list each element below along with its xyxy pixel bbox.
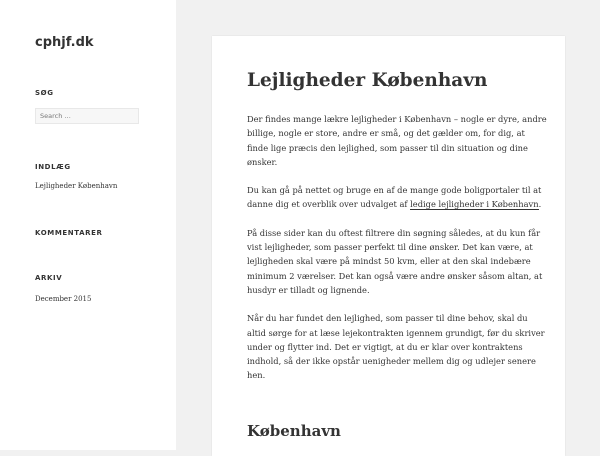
archive-widget-title: ARKIV [35, 274, 63, 282]
ledige-lejligheder-link[interactable]: ledige lejligheder i København [410, 199, 539, 210]
posts-widget-title: INDLÆG [35, 163, 71, 171]
search-input[interactable] [35, 108, 139, 124]
paragraph: På disse sider kan du oftest filtrere din søgning således, at du kun får vist lejligheder, som passer perfekt til dine ønsker. Det kan være, at lejligheden skal være på mindst 50 kvm, eller at den skal indebære minimum 2 værelser. Det kan også være andre ønsker såsom altan, at husdyr er tilladt og lignende. [247, 227, 543, 295]
search-widget-title: SØG [35, 89, 54, 97]
comments-widget-title: KOMMENTARER [35, 229, 103, 237]
article-title: Lejligheder København [247, 70, 488, 91]
paragraph-text: . [538, 199, 542, 210]
article-card [212, 36, 565, 456]
paragraph: Når du har fundet den lejlighed, som passer til dine behov, skal du altid sørge for at læse lejekontrakten igennem grundigt, før du skriver under og flytter ind. Det er vigtigt, at du er klar over kontraktens indhold, så der ikke opstår uenigheder mellem dig og udlejer senere hen. [247, 313, 545, 381]
site-title-link[interactable]: cphjf.dk [35, 35, 94, 50]
paragraph-text: Du kan gå på nettet og bruge en af de mange gode boligportaler til at danne dig et overblik over udvalget af [247, 185, 542, 210]
post-link[interactable]: Lejligheder København [35, 182, 118, 190]
paragraph: Der findes mange lækre lejligheder i København – nogle er dyre, andre billige, nogle er store, andre er små, og det gælder om, for dig, at finde lige præcis den lejlighed, som passer til din situation og dine ønsker. [247, 114, 547, 167]
section-heading: København [247, 422, 341, 440]
paragraph [247, 183, 547, 212]
article-content [247, 112, 547, 397]
sidebar [0, 0, 176, 450]
archive-link[interactable]: December 2015 [35, 295, 92, 303]
